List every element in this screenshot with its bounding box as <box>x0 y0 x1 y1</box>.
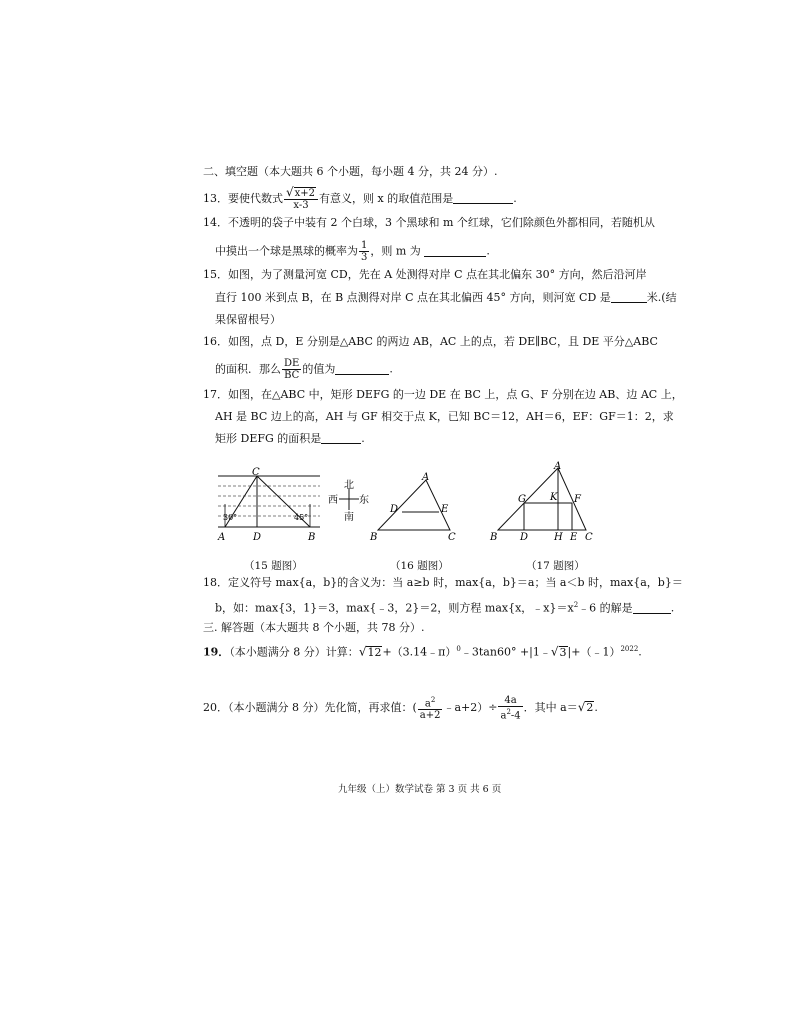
q19-radicand-12: 12 <box>367 645 382 659</box>
section-3-title: 三. 解答题（本大题共 8 个小题，共 78 分）. <box>203 621 425 634</box>
q13-suffix: 有意义，则 x 的取值范围是 <box>319 192 454 205</box>
question-20: 20．（本小题满分 8 分）先化简，再求值：( $\frac{a^2}{a+2}$ ﹣a+2）÷ $\frac{4a}{a^2-4}$ ．其中 a＝√2. <box>203 695 598 722</box>
q13-prefix: 要使代数式 <box>228 192 283 205</box>
compass-south: 南 <box>344 512 354 522</box>
q13-radicand: x+2 <box>294 188 316 199</box>
compass-north: 北 <box>344 480 354 491</box>
q13-denominator: x-3 <box>293 200 309 211</box>
q16-fraction <box>282 358 301 381</box>
label-e: E <box>570 532 578 543</box>
q19-radicand-3: 3 <box>559 645 567 659</box>
q15-prefix: 直行 100 米到点 B，在 B 点测得对岸 C 点在其北偏西 45° 方向，则河宽 CD 是 <box>215 291 611 304</box>
label-a: A <box>422 472 430 483</box>
q14-numerator: 1 <box>361 240 368 251</box>
q19-exponent-2022: 2022 <box>620 645 639 653</box>
label-c: C <box>585 532 593 543</box>
rectangle-defg <box>524 503 572 530</box>
label-h: H <box>554 532 563 543</box>
q16-numerator: DE <box>284 358 300 369</box>
q15-answer-blank[interactable] <box>611 292 647 303</box>
q16-prefix: 的面积．那么 <box>215 362 281 376</box>
label-c: C <box>252 467 260 478</box>
q18-answer-blank[interactable] <box>633 603 671 614</box>
question-17-line-1: 17．如图，在△ABC 中，矩形 DEFG 的一边 DE 在 BC 上，点 G、F 分别在边 AB、边 AC 上， <box>203 388 683 401</box>
q17-prefix: 矩形 DEFG 的面积是 <box>215 432 322 445</box>
q19-term-3: ﹣3tan60° +|1﹣ <box>460 645 551 659</box>
question-15-line-1: 15．如图，为了测量河宽 CD，先在 A 处测得对岸 C 点在其北偏东 30° 方向，然后沿河岸 <box>203 268 647 281</box>
question-16-line-2 <box>215 358 393 381</box>
q17-answer-blank[interactable] <box>321 433 361 444</box>
q18-end: . <box>670 601 675 615</box>
figure-16-caption: （16 题图） <box>390 560 449 572</box>
q20-middle: ﹣a+2）÷ <box>443 701 498 715</box>
compass-west: 西 <box>328 495 338 506</box>
q14-end: . <box>486 244 490 258</box>
label-e: E <box>441 504 449 515</box>
figure-17-caption: （17 题图） <box>526 560 585 572</box>
q19-term-4: |+（﹣1） <box>567 645 621 659</box>
q13-fraction: $\frac{√x+2}{x-3}$ <box>284 187 318 211</box>
q16-suffix: 的值为 <box>302 362 336 376</box>
q17-end: . <box>361 432 365 445</box>
label-b: B <box>490 532 498 543</box>
q20-fraction-1 <box>418 695 443 721</box>
question-18-line-2 <box>215 598 674 616</box>
q20-f2-denominator-base: a <box>500 710 507 722</box>
q20-radicand: 2 <box>586 701 594 715</box>
q14-suffix: ，则 m 为 <box>370 244 421 258</box>
section-2-title: 二、填空题（本大题共 6 个小题，每小题 4 分，共 24 分）. <box>203 165 498 178</box>
q20-f2-numerator: 4a <box>498 695 522 707</box>
question-15-line-3: 果保留根号） <box>215 313 281 326</box>
triangle-abc <box>498 468 586 530</box>
q20-f2-denominator-tail: -4 <box>510 710 521 722</box>
label-d: D <box>390 504 399 515</box>
q16-answer-blank[interactable] <box>335 364 389 375</box>
q15-suffix: 米.(结 <box>646 291 677 304</box>
label-k: K <box>550 492 558 503</box>
figure-15-caption: （15 题图） <box>244 560 303 572</box>
q20-prefix: 20．（本小题满分 8 分）先化简，再求值：( <box>203 701 417 715</box>
question-17-line-2: AH 是 BC 边上的高，AH 与 GF 相交于点 K，已知 BC＝12，AH＝6，EF：GF＝1：2，求 <box>215 410 674 423</box>
question-14-line-2 <box>215 240 490 263</box>
page-footer: 九年级（上）数学试卷 第 3 页 共 6 页 <box>338 784 502 795</box>
angle-30-label: 30° <box>223 513 238 522</box>
angle-45-label: 45° <box>294 513 309 522</box>
q13-end: . <box>513 192 517 205</box>
question-15-line-2 <box>215 291 677 305</box>
q16-end: . <box>389 362 393 376</box>
q19-end: . <box>638 645 642 659</box>
q13-number: 13． <box>203 192 228 205</box>
label-d: D <box>253 532 262 543</box>
question-19: 19．（本小题满分 8 分）计算：√12+（3.14﹣π）$^0$﹣3tan60° +|1﹣√3|+（﹣1）$^{2022}$. <box>203 644 642 659</box>
q20-end: . <box>594 701 598 715</box>
q20-f1-exponent: 2 <box>430 696 436 704</box>
figure-16-triangle <box>366 470 462 544</box>
q14-answer-blank[interactable] <box>424 246 486 257</box>
q19-exponent-0: 0 <box>456 645 461 653</box>
label-b: B <box>308 532 316 543</box>
compass-rose-icon <box>328 478 370 522</box>
q20-fraction-2 <box>498 695 522 721</box>
q13-answer-blank[interactable] <box>453 193 513 204</box>
question-18-line-1: 18．定义符号 max{a，b}的含义为：当 a≥b 时，max{a，b}＝a；当 a＜b 时，max{a，b}＝ <box>203 576 683 589</box>
q14-fraction <box>359 240 369 263</box>
question-16-line-1: 16．如图，点 D，E 分别是△ABC 的两边 AB，AC 上的点，若 DE∥BC，且 DE 平分△ABC <box>203 335 658 348</box>
q19-number: 19． <box>203 645 230 659</box>
q18-exponent: 2 <box>573 601 579 609</box>
label-f: F <box>574 494 581 505</box>
q14-prefix: 中摸出一个球是黑球的概率为 <box>215 244 358 258</box>
question-17-line-3 <box>215 432 365 446</box>
label-b: B <box>370 532 378 543</box>
question-14-line-1: 14．不透明的袋子中装有 2 个白球，3 个黑球和 m 个红球，它们除颜色外都相同，若随机从 <box>203 216 655 229</box>
q18-suffix: ﹣6 的解是 <box>578 601 633 615</box>
compass-east: 东 <box>359 495 369 506</box>
label-d: D <box>520 532 529 543</box>
label-a: A <box>218 532 226 543</box>
q19-term-2: +（3.14﹣π） <box>382 645 457 659</box>
triangle-abc <box>378 480 450 530</box>
label-a: A <box>554 461 562 472</box>
q16-denominator: BC <box>284 370 300 381</box>
figure-15-river-diagram <box>210 466 335 544</box>
label-g: G <box>518 494 526 505</box>
label-c: C <box>448 532 456 543</box>
q20-condition: ．其中 a＝ <box>523 701 578 715</box>
q20-f1-denominator: a+2 <box>419 710 441 722</box>
q19-prefix: （本小题满分 8 分）计算： <box>229 645 359 659</box>
figure-17-triangle-rectangle <box>486 458 598 544</box>
q14-denominator: 3 <box>361 252 368 263</box>
q18-prefix: b，如：max{3，1}＝3，max{﹣3，2}＝2，则方程 max{x，﹣x}＝x <box>215 601 574 615</box>
q20-f2-denominator-exponent: 2 <box>506 708 511 716</box>
q20-f1-numerator: a <box>424 698 431 710</box>
question-13 <box>203 187 517 211</box>
